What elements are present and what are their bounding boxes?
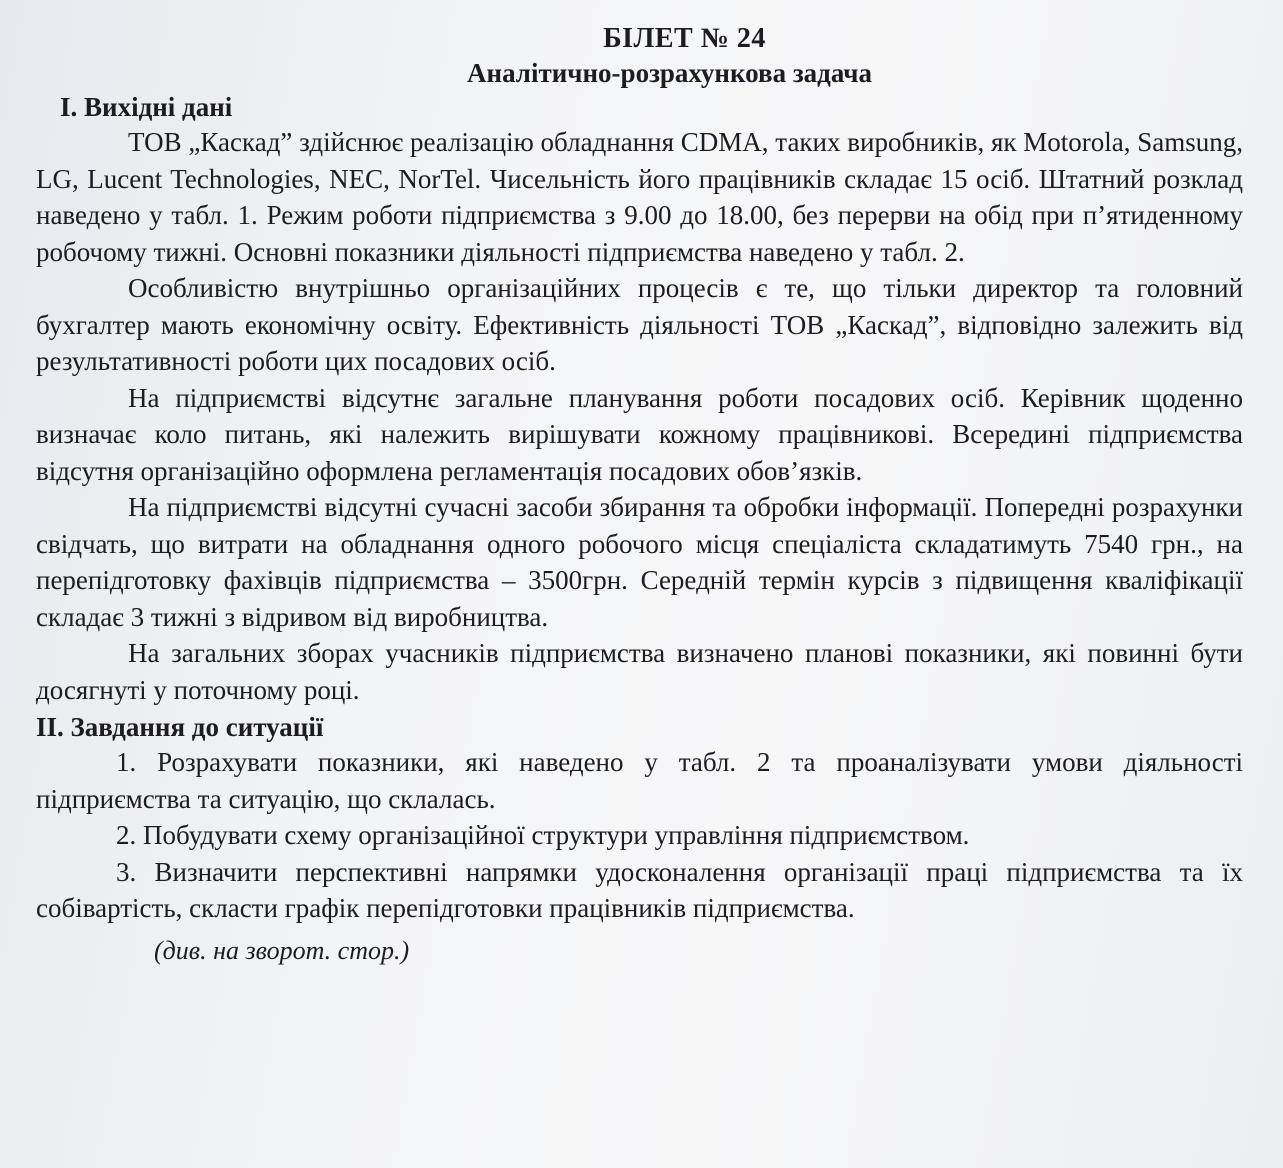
ticket-subtitle: Аналітично-розрахункова задача	[467, 58, 872, 88]
paragraph-company-description: ТОВ „Каскад” здійснює реалізацію обладнання CDMA, таких виробників, як Motorola, Samsung, LG, Lucent Technologies, NEC, NorTel. Чисельність його працівників складає 15 осіб. Штатний розклад наведено у табл. 1. Режим роботи підприємства з 9.00 до 18.00, без перерви на обід при п’ятиденному робочому тижні. Основні показники діяльності підприємства наведено у табл. 2.	[36, 127, 1243, 267]
footer-note: (див. на зворот. стор.)	[154, 935, 410, 965]
task-item-1: 1. Розрахувати показники, які наведено у табл. 2 та проаналізувати умови діяльності підприємства та ситуацію, що склалась.	[36, 747, 1243, 814]
section-1-heading: І. Вихідні дані	[60, 92, 233, 122]
ticket-title: БІЛЕТ № 24	[603, 23, 766, 54]
task-item-2: 2. Побудувати схему організаційної структури управління підприємством.	[116, 820, 970, 850]
paragraph-planned-indicators: На загальних зборах учасників підприємства визначено планові показники, які повинні бути досягнуті у поточному році.	[36, 638, 1243, 705]
task-item-3: 3. Визначити перспективні напрямки удосконалення організації праці підприємства та їх собівартість, скласти графік перепідготовки працівників підприємства.	[36, 856, 1243, 923]
paragraph-planning: На підприємстві відсутнє загальне планування роботи посадових осіб. Керівник щоденно визначає коло питань, які належить вирішувати кожному працівникові. Всередині підприємства відсутня організаційно оформлена регламентація посадових обов’язків.	[36, 382, 1243, 486]
paragraph-information-tools: На підприємстві відсутні сучасні засоби збирання та обробки інформації. Попередні розрахунки свідчать, що витрати на обладнання одного робочого місця спеціаліста складатимуть 7540 грн., на перепідготовку фахівців підприємства – 3500грн. Середній термін курсів з підвищення кваліфікації складає 3 тижні з відривом від виробництва.	[36, 492, 1243, 632]
paragraph-internal-processes: Особливістю внутрішньо організаційних процесів є те, що тільки директор та головний бухгалтер мають економічну освіту. Ефективність діяльності ТОВ „Каскад”, відповідно залежить від результативності роботи цих посадових осіб.	[36, 273, 1243, 376]
section-2-heading: ІІ. Завдання до ситуації	[36, 712, 324, 742]
